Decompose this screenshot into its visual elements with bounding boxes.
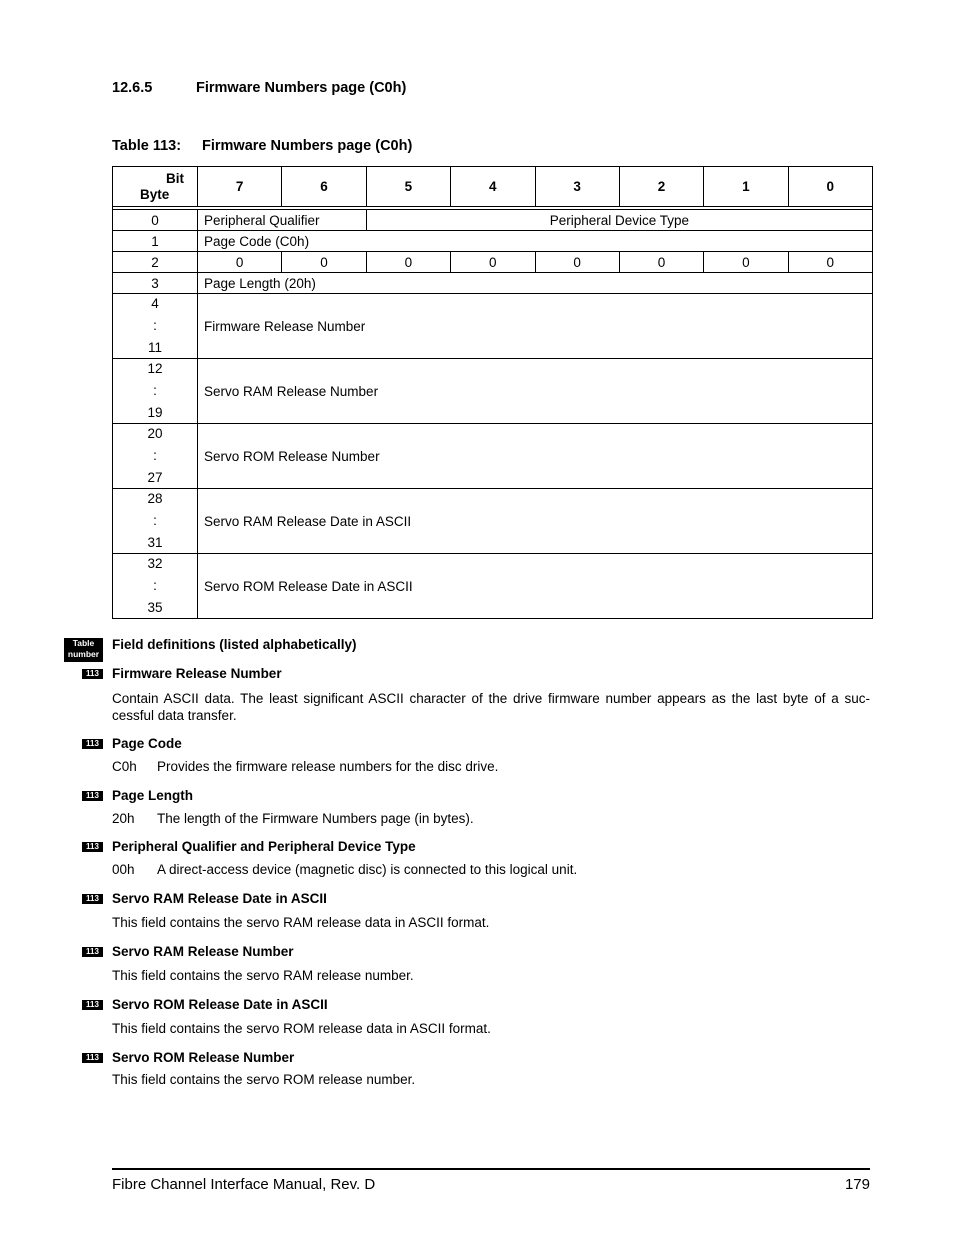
table-ref-badge: 113 bbox=[82, 947, 103, 957]
table-header-row bbox=[113, 167, 873, 207]
field-definition-line bbox=[112, 758, 870, 775]
field-title: Servo ROM Release Number bbox=[112, 1050, 295, 1065]
bit-value-cell: 0 bbox=[198, 252, 282, 273]
bit-header: 3 bbox=[535, 167, 619, 207]
table-row bbox=[113, 273, 873, 294]
bit-header: 4 bbox=[451, 167, 535, 207]
field-title: Servo RAM Release Date in ASCII bbox=[112, 891, 327, 906]
bit-header: 6 bbox=[282, 167, 366, 207]
field-cell: Firmware Release Number bbox=[198, 294, 873, 359]
field-text: This field contains the servo ROM release number. bbox=[112, 1072, 416, 1087]
byte-cell: 0 bbox=[113, 210, 198, 231]
field-definition-line bbox=[112, 810, 870, 827]
table-row bbox=[113, 359, 873, 424]
field-text: This field contains the servo ROM release data in ASCII format. bbox=[112, 1021, 491, 1036]
bit-label: Bit bbox=[166, 171, 184, 186]
bit-byte-header bbox=[113, 167, 198, 207]
table-ref-badge: 113 bbox=[82, 669, 103, 679]
table-row bbox=[113, 252, 873, 273]
table-row bbox=[113, 231, 873, 252]
table-ref-badge: 113 bbox=[82, 842, 103, 852]
byte-cell: 3 bbox=[113, 273, 198, 294]
range-colon: : bbox=[153, 513, 157, 528]
bit-value-cell: 0 bbox=[704, 252, 788, 273]
bit-value-cell: 0 bbox=[535, 252, 619, 273]
field-cell: Servo RAM Release Number bbox=[198, 359, 873, 424]
field-cell: Servo ROM Release Date in ASCII bbox=[198, 554, 873, 619]
bit-header: 5 bbox=[366, 167, 450, 207]
field-definitions-title: Field definitions (listed alphabetically) bbox=[112, 637, 357, 652]
range-start: 32 bbox=[147, 556, 163, 571]
field-text: A direct-access device (magnetic disc) is connected to this logical unit. bbox=[157, 862, 578, 877]
range-colon: : bbox=[153, 318, 157, 333]
register-table bbox=[112, 166, 873, 619]
table-row bbox=[113, 424, 873, 489]
field-cell: Servo RAM Release Date in ASCII bbox=[198, 489, 873, 554]
bit-header: 1 bbox=[704, 167, 788, 207]
range-end: 35 bbox=[147, 600, 163, 615]
field-cell: Page Length (20h) bbox=[198, 273, 873, 294]
badge-line: Table bbox=[72, 638, 95, 648]
range-start: 20 bbox=[147, 426, 163, 441]
badge-line: number bbox=[67, 649, 100, 659]
byte-cell: 1 bbox=[113, 231, 198, 252]
field-text: Contain ASCII data. The least significant ASCII character of the drive firmware number appears as the last byte of a suc-cessful data transfer. bbox=[112, 691, 870, 723]
table-ref-badge: 113 bbox=[82, 894, 103, 904]
field-title: Page Length bbox=[112, 788, 194, 803]
field-cell: Servo ROM Release Number bbox=[198, 424, 873, 489]
table-ref-badge: 113 bbox=[82, 1053, 103, 1063]
range-end: 27 bbox=[147, 470, 163, 485]
field-text: This field contains the servo RAM release number. bbox=[112, 968, 414, 983]
field-text: Provides the firmware release numbers for the disc drive. bbox=[157, 759, 499, 774]
byte-range-cell bbox=[113, 489, 198, 554]
field-title: Servo ROM Release Date in ASCII bbox=[112, 997, 328, 1012]
table-ref-badge: 113 bbox=[82, 739, 103, 749]
table-caption-title: Firmware Numbers page (C0h) bbox=[202, 138, 413, 154]
field-code: C0h bbox=[112, 759, 137, 774]
byte-range-cell bbox=[113, 554, 198, 619]
footer-title: Fibre Channel Interface Manual, Rev. D bbox=[112, 1176, 376, 1193]
range-start: 12 bbox=[147, 361, 163, 376]
bit-header: 0 bbox=[788, 167, 872, 207]
field-title: Firmware Release Number bbox=[112, 666, 282, 681]
table-row bbox=[113, 489, 873, 554]
field-title: Page Code bbox=[112, 736, 182, 751]
range-end: 19 bbox=[147, 405, 163, 420]
byte-range-cell bbox=[113, 294, 198, 359]
range-colon: : bbox=[153, 383, 157, 398]
range-start: 4 bbox=[151, 296, 159, 311]
byte-cell: 2 bbox=[113, 252, 198, 273]
range-colon: : bbox=[153, 448, 157, 463]
field-cell: Page Code (C0h) bbox=[198, 231, 873, 252]
field-text: The length of the Firmware Numbers page (in bytes). bbox=[157, 811, 474, 826]
field-cell: Peripheral Device Type bbox=[366, 210, 872, 231]
table-row bbox=[113, 294, 873, 359]
bit-value-cell: 0 bbox=[451, 252, 535, 273]
byte-range-cell bbox=[113, 424, 198, 489]
field-definition-line bbox=[112, 861, 870, 878]
section-number: 12.6.5 bbox=[112, 80, 153, 96]
section-heading bbox=[112, 80, 406, 96]
table-caption-number: Table 113: bbox=[112, 138, 182, 154]
field-text: This field contains the servo RAM release data in ASCII format. bbox=[112, 915, 490, 930]
page-number: 179 bbox=[844, 1176, 870, 1193]
bit-value-cell: 0 bbox=[366, 252, 450, 273]
section-title: Firmware Numbers page (C0h) bbox=[196, 80, 407, 96]
byte-range-cell bbox=[113, 359, 198, 424]
field-code: 20h bbox=[112, 811, 135, 826]
range-end: 31 bbox=[147, 535, 163, 550]
field-title: Peripheral Qualifier and Peripheral Device Type bbox=[112, 839, 416, 854]
bit-value-cell: 0 bbox=[619, 252, 703, 273]
field-cell: Peripheral Qualifier bbox=[198, 210, 367, 231]
table-number-badge bbox=[64, 638, 103, 662]
bit-value-cell: 0 bbox=[788, 252, 872, 273]
bit-header: 2 bbox=[619, 167, 703, 207]
byte-label: Byte bbox=[140, 187, 170, 202]
table-ref-badge: 113 bbox=[82, 1000, 103, 1010]
table-ref-badge: 113 bbox=[82, 791, 103, 801]
range-colon: : bbox=[153, 578, 157, 593]
range-start: 28 bbox=[147, 491, 163, 506]
footer-rule bbox=[112, 1168, 870, 1170]
table-row bbox=[113, 210, 873, 231]
bit-value-cell: 0 bbox=[282, 252, 366, 273]
field-code: 00h bbox=[112, 862, 135, 877]
field-title: Servo RAM Release Number bbox=[112, 944, 294, 959]
bit-header: 7 bbox=[198, 167, 282, 207]
table-row bbox=[113, 554, 873, 619]
table-caption bbox=[112, 138, 412, 154]
range-end: 11 bbox=[147, 340, 162, 355]
